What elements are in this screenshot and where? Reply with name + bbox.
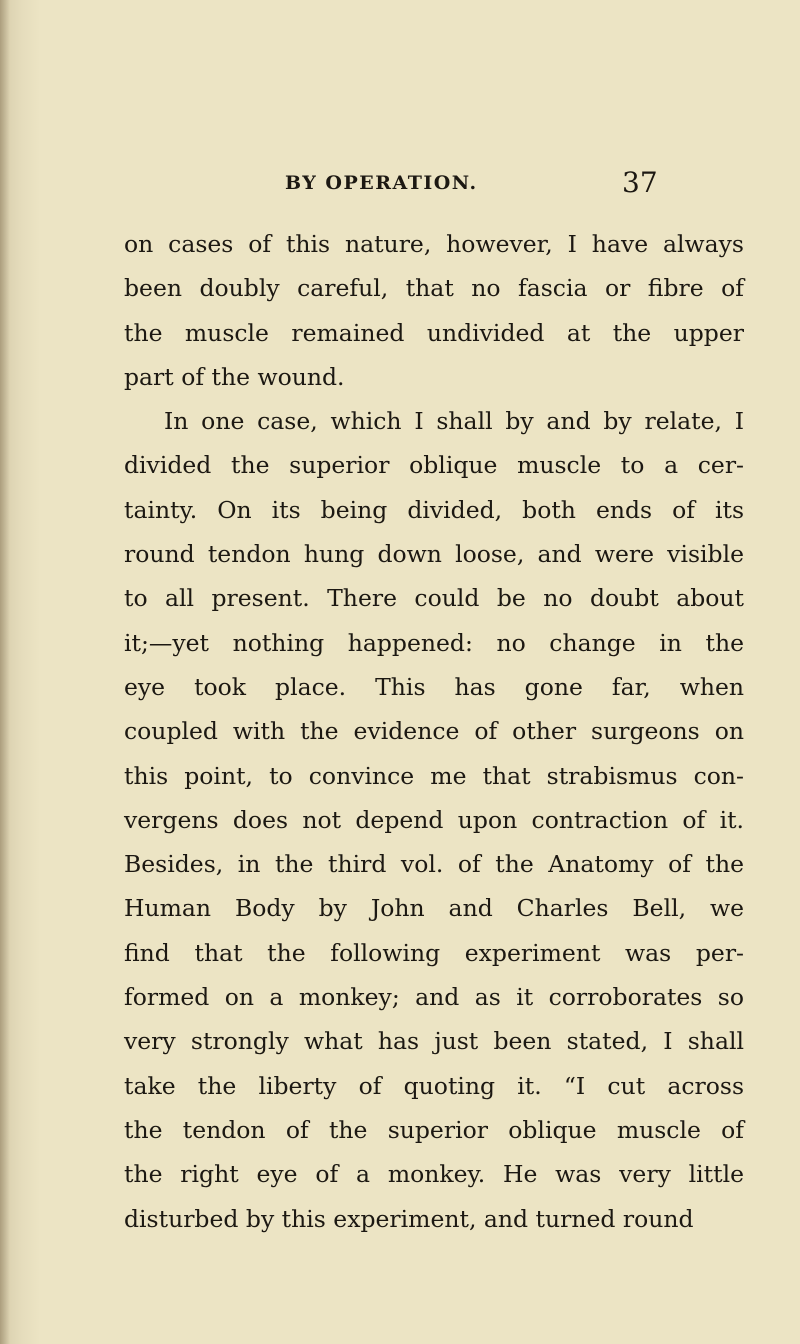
text-line: Human Body by John and Charles Bell, we <box>124 894 744 923</box>
text-line: round tendon hung down loose, and were visible <box>124 540 744 569</box>
text-line: In one case, which I shall by and by relate, I <box>164 407 744 436</box>
text-line: been doubly careful, that no fascia or fibre of <box>124 274 744 303</box>
text-line: eye took place. This has gone far, when <box>124 672 744 701</box>
text-line: the right eye of a monkey. He was very little <box>124 1160 744 1189</box>
text-line: disturbed by this experiment, and turned round <box>124 1204 694 1233</box>
text-line: part of the wound. <box>124 362 345 391</box>
text-line: coupled with the evidence of other surgeons on <box>124 717 744 746</box>
body-text <box>124 222 744 1241</box>
text-line: Besides, in the third vol. of the Anatomy of the <box>124 850 744 879</box>
text-line: the muscle remained undivided at the upper <box>124 318 744 347</box>
text-line: take the liberty of quoting it. “I cut across <box>124 1071 744 1100</box>
text-line: divided the superior oblique muscle to a cer- <box>124 451 744 480</box>
running-header <box>0 166 800 206</box>
running-title: BY OPERATION. <box>285 172 478 194</box>
text-line: formed on a monkey; and as it corroborates so <box>124 983 744 1012</box>
text-line: on cases of this nature, however, I have always <box>124 230 744 258</box>
page-number: 37 <box>622 166 658 199</box>
text-line: it;—yet nothing happened: no change in the <box>124 628 744 657</box>
text-line: this point, to convince me that strabismus con- <box>124 761 744 790</box>
text-line: very strongly what has just been stated, I shall <box>124 1027 744 1056</box>
text-line: tainty. On its being divided, both ends of its <box>124 495 744 524</box>
text-line: to all present. There could be no doubt about <box>124 584 744 613</box>
text-line: the tendon of the superior oblique muscle of <box>124 1115 744 1144</box>
text-line: find that the following experiment was per- <box>124 938 744 967</box>
text-line: vergens does not depend upon contraction of it. <box>124 805 744 834</box>
